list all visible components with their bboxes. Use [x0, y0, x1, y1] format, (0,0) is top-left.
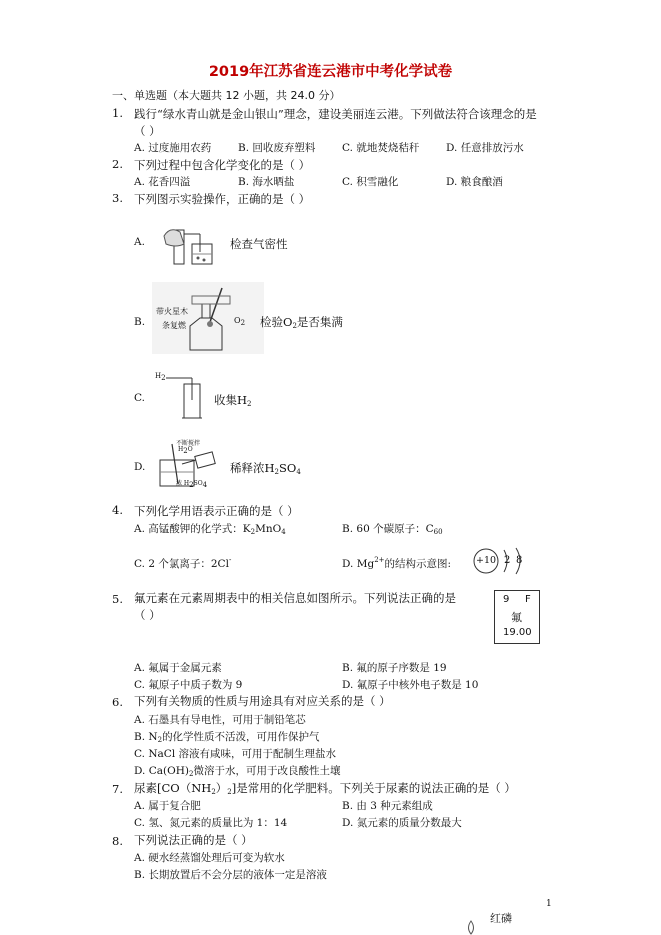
question-5-text: 氟元素在元素周期表中的相关信息如图所示。下列说法正确的是	[134, 591, 456, 605]
question-4-text: 下列化学用语表示正确的是（ ）	[134, 504, 299, 518]
question-1-number: 1.	[112, 106, 123, 120]
question-3-text: 下列图示实验操作，正确的是（ ）	[134, 192, 311, 206]
question-1-option-c[interactable]: C. 就地焚烧秸秆	[342, 142, 420, 154]
question-7-text: 尿素$[CO(NH_2)_2]$是常用的化学肥料。下列关于尿素的说法正确的是（ ）	[134, 781, 516, 796]
question-4-option-a[interactable]: A. 高锰酸钾的化学式：$K_2MnO_4$	[134, 523, 286, 536]
flame-icon	[464, 920, 478, 935]
dilution-caption-stir: 不断搅拌	[176, 440, 201, 447]
question-1-option-d[interactable]: D. 任意排放污水	[446, 142, 524, 154]
mg-nucleus-charge: +10	[476, 555, 497, 566]
hydrogen-label: H2	[155, 372, 166, 382]
question-1-text: 践行“绿水青山就是金山银山”理念，建设美丽连云港。下列做法符合该理念的是	[134, 107, 537, 121]
dilution-caption-acid: 浓 H2SO4	[176, 480, 208, 489]
question-1-option-a[interactable]: A. 过度施用农药	[134, 142, 212, 154]
atomic-mass: 19.00	[503, 627, 532, 638]
oxygen-label: O2	[234, 316, 246, 327]
question-6-option-d[interactable]: D. $Ca(OH)_2$微溶于水，可用于改良酸性土壤	[134, 765, 341, 778]
oxygen-test-caption-1: 带火星木	[156, 307, 188, 316]
question-7-option-d[interactable]: D. 氮元素的质量分数最大	[342, 817, 462, 829]
element-symbol: F	[525, 594, 531, 605]
red-phosphorus-label: 红磷	[490, 912, 512, 925]
question-3-number: 3.	[112, 191, 123, 205]
question-2-option-a[interactable]: A. 花香四溢	[134, 176, 191, 188]
question-5-option-b[interactable]: B. 氟的原子序数是 19	[342, 662, 447, 674]
question-5-option-a[interactable]: A. 氟属于金属元素	[134, 662, 222, 674]
oxygen-test-caption-2: 条复燃	[162, 321, 186, 330]
dilution-caption-water: H2O	[178, 446, 193, 455]
question-7-number: 7.	[112, 782, 123, 796]
question-4-option-b[interactable]: B. 60 个碳原子：$C_{60}$	[342, 523, 443, 536]
question-5-option-d[interactable]: D. 氟原子中核外电子数是 10	[342, 679, 479, 691]
question-8-option-a[interactable]: A. 硬水经蒸馏处理后可变为软水	[134, 852, 285, 864]
mg-shell-1-electrons: 2	[504, 555, 511, 566]
question-3-option-c[interactable]: C.	[134, 392, 145, 404]
question-5-option-c[interactable]: C. 氟原子中质子数为 9	[134, 679, 243, 691]
question-5-number: 5.	[112, 592, 123, 606]
question-2-option-d[interactable]: D. 粮食酿酒	[446, 176, 503, 188]
question-2-option-b[interactable]: B. 海水晒盐	[238, 176, 295, 188]
airtightness-check-figure	[154, 216, 224, 268]
atomic-number: 9	[503, 594, 510, 605]
question-6-option-b[interactable]: B. $N_2$的化学性质不活泼，可用作保护气	[134, 731, 320, 744]
question-8-text: 下列说法正确的是（ ）	[134, 833, 253, 847]
question-6-option-a[interactable]: A. 石墨具有导电性，可用于制铅笔芯	[134, 714, 306, 726]
question-3-option-a-label: 检查气密性	[230, 237, 288, 251]
question-7-option-a[interactable]: A. 属于复合肥	[134, 800, 201, 812]
question-1-blank: （ ）	[134, 124, 161, 138]
question-3-option-d-label: 稀释浓$H_2SO_4$	[230, 461, 301, 476]
question-1-option-b[interactable]: B. 回收废弃塑料	[238, 142, 316, 154]
question-4-option-c[interactable]: C. 2 个氯离子：2Cl-	[134, 556, 232, 570]
question-2-option-c[interactable]: C. 积雪融化	[342, 176, 399, 188]
question-8-option-b[interactable]: B. 长期放置后不会分层的液体一定是溶液	[134, 869, 327, 881]
question-6-text: 下列有关物质的性质与用途具有对应关系的是（ ）	[134, 694, 391, 708]
question-7-option-c[interactable]: C. 氢、氮元素的质量比为 1：14	[134, 817, 288, 829]
question-4-number: 4.	[112, 503, 123, 517]
question-6-number: 6.	[112, 695, 123, 709]
section-header: 一、单选题（本大题共 12 小题，共 24.0 分）	[112, 89, 341, 102]
question-6-option-c[interactable]: C. NaCl 溶液有咸味，可用于配制生理盐水	[134, 748, 337, 760]
question-8-number: 8.	[112, 834, 123, 848]
periodic-table-cell	[494, 590, 540, 644]
page-title: 2019年江苏省连云港市中考化学试卷	[208, 64, 453, 80]
oxygen-test-figure	[152, 282, 264, 354]
question-2-number: 2.	[112, 157, 123, 171]
element-name: 氟	[511, 611, 522, 624]
question-3-option-d[interactable]: D.	[134, 461, 146, 473]
question-3-option-b[interactable]: B.	[134, 316, 146, 328]
question-3-option-b-label: 检验$O_2$是否集满	[260, 315, 343, 330]
question-2-text: 下列过程中包含化学变化的是（ ）	[134, 158, 311, 172]
question-7-option-b[interactable]: B. 由 3 种元素组成	[342, 800, 433, 812]
question-3-option-c-label: 收集$H_2$	[214, 393, 252, 408]
question-4-option-d[interactable]: D. $Mg^{2+}$的结构示意图:	[342, 556, 452, 570]
page-number: 1	[546, 899, 552, 909]
question-3-option-a[interactable]: A.	[134, 236, 145, 248]
question-5-blank: （ ）	[134, 608, 161, 622]
mg-shell-2-electrons: 8	[516, 555, 523, 566]
